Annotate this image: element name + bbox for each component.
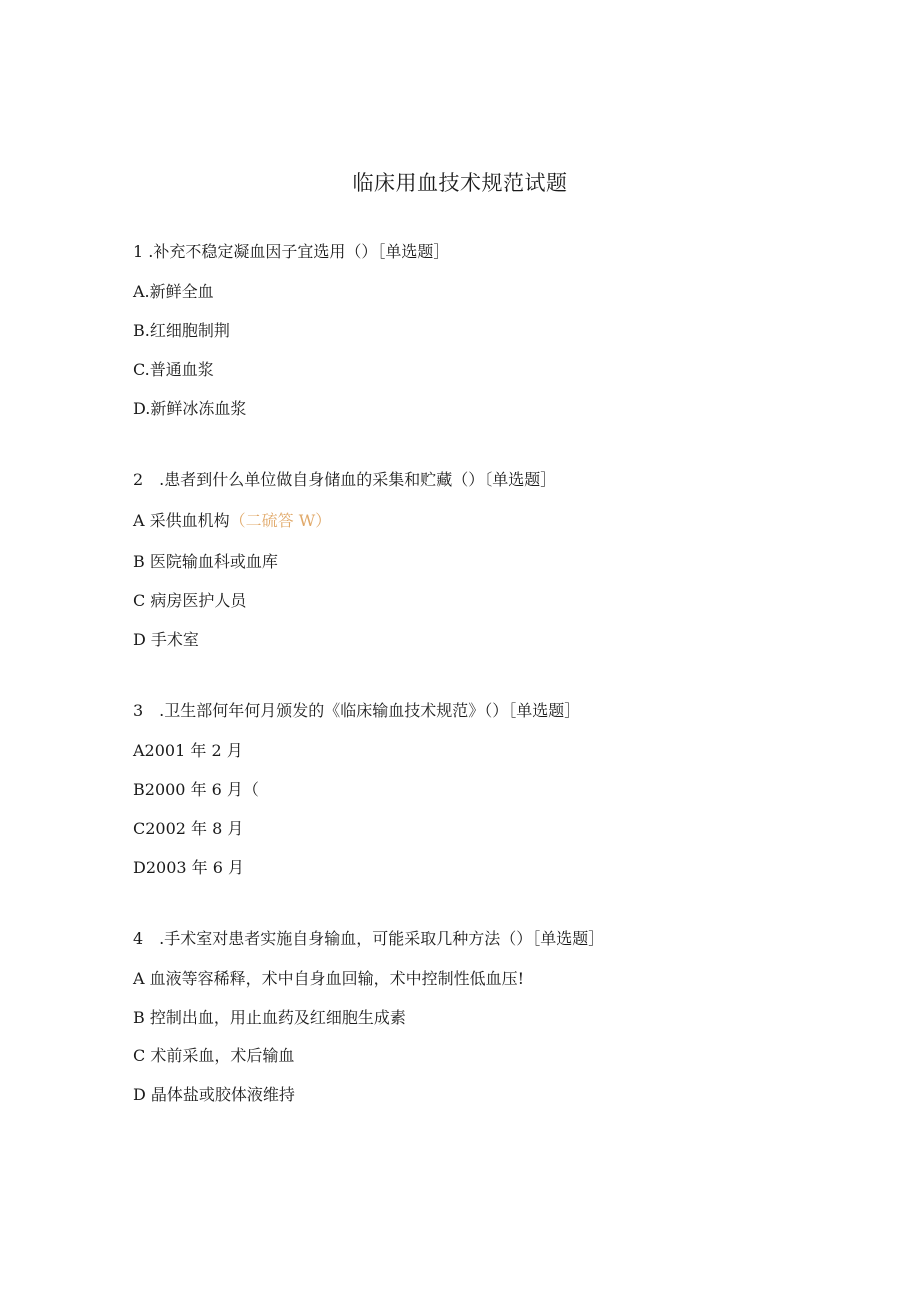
question-3-stem: 3 .卫生部何年何月颁发的《临床输血技术规范》（）［单选题］ <box>133 701 581 720</box>
question-4-option-b: B 控制出血，用止血药及红细胞生成素 <box>133 1008 406 1027</box>
question-1-option-d: D.新鲜冰冻血浆 <box>133 399 247 418</box>
question-1-option-c: C.普通血浆 <box>133 360 214 379</box>
question-4-option-c: C 术前采血，术后输血 <box>133 1046 295 1065</box>
question-2-option-c: C 病房医护人员 <box>133 591 247 610</box>
question-2-option-a <box>133 510 331 532</box>
question-3-option-c: C2002 年 8 月 <box>133 819 244 838</box>
question-2-stem: 2 .患者到什么单位做自身储血的采集和贮藏（）〔单选题］ <box>133 470 557 489</box>
question-2-option-a-label: A 采供血机构 <box>133 511 230 530</box>
question-3-option-d: D2003 年 6 月 <box>133 858 244 877</box>
question-4-option-d: D 晶体盐或胶体液维持 <box>133 1085 295 1104</box>
question-4-option-a: A 血液等容稀释，术中自身血回输，术中控制性低血压! <box>133 969 525 988</box>
question-4-stem: 4 .手术室对患者实施自身输血，可能采取几种方法（）［单选题］ <box>133 929 605 948</box>
question-1-stem: 1 .补充不稳定凝血因子宜选用（）［单选题］ <box>133 242 450 261</box>
page-title: 临床用血技术规范试题 <box>352 171 568 195</box>
question-3-option-a: A2001 年 2 月 <box>133 741 243 760</box>
question-3-option-b: B2000 年 6 月（ <box>133 780 259 799</box>
answer-hint: （二硫答 W） <box>229 511 332 530</box>
question-2-option-d: D 手术室 <box>133 630 199 649</box>
question-1-option-b: B.红细胞制荆 <box>133 321 230 340</box>
question-1-option-a: A.新鲜全血 <box>133 282 214 301</box>
question-2-option-b: B 医院输血科或血库 <box>133 552 278 571</box>
